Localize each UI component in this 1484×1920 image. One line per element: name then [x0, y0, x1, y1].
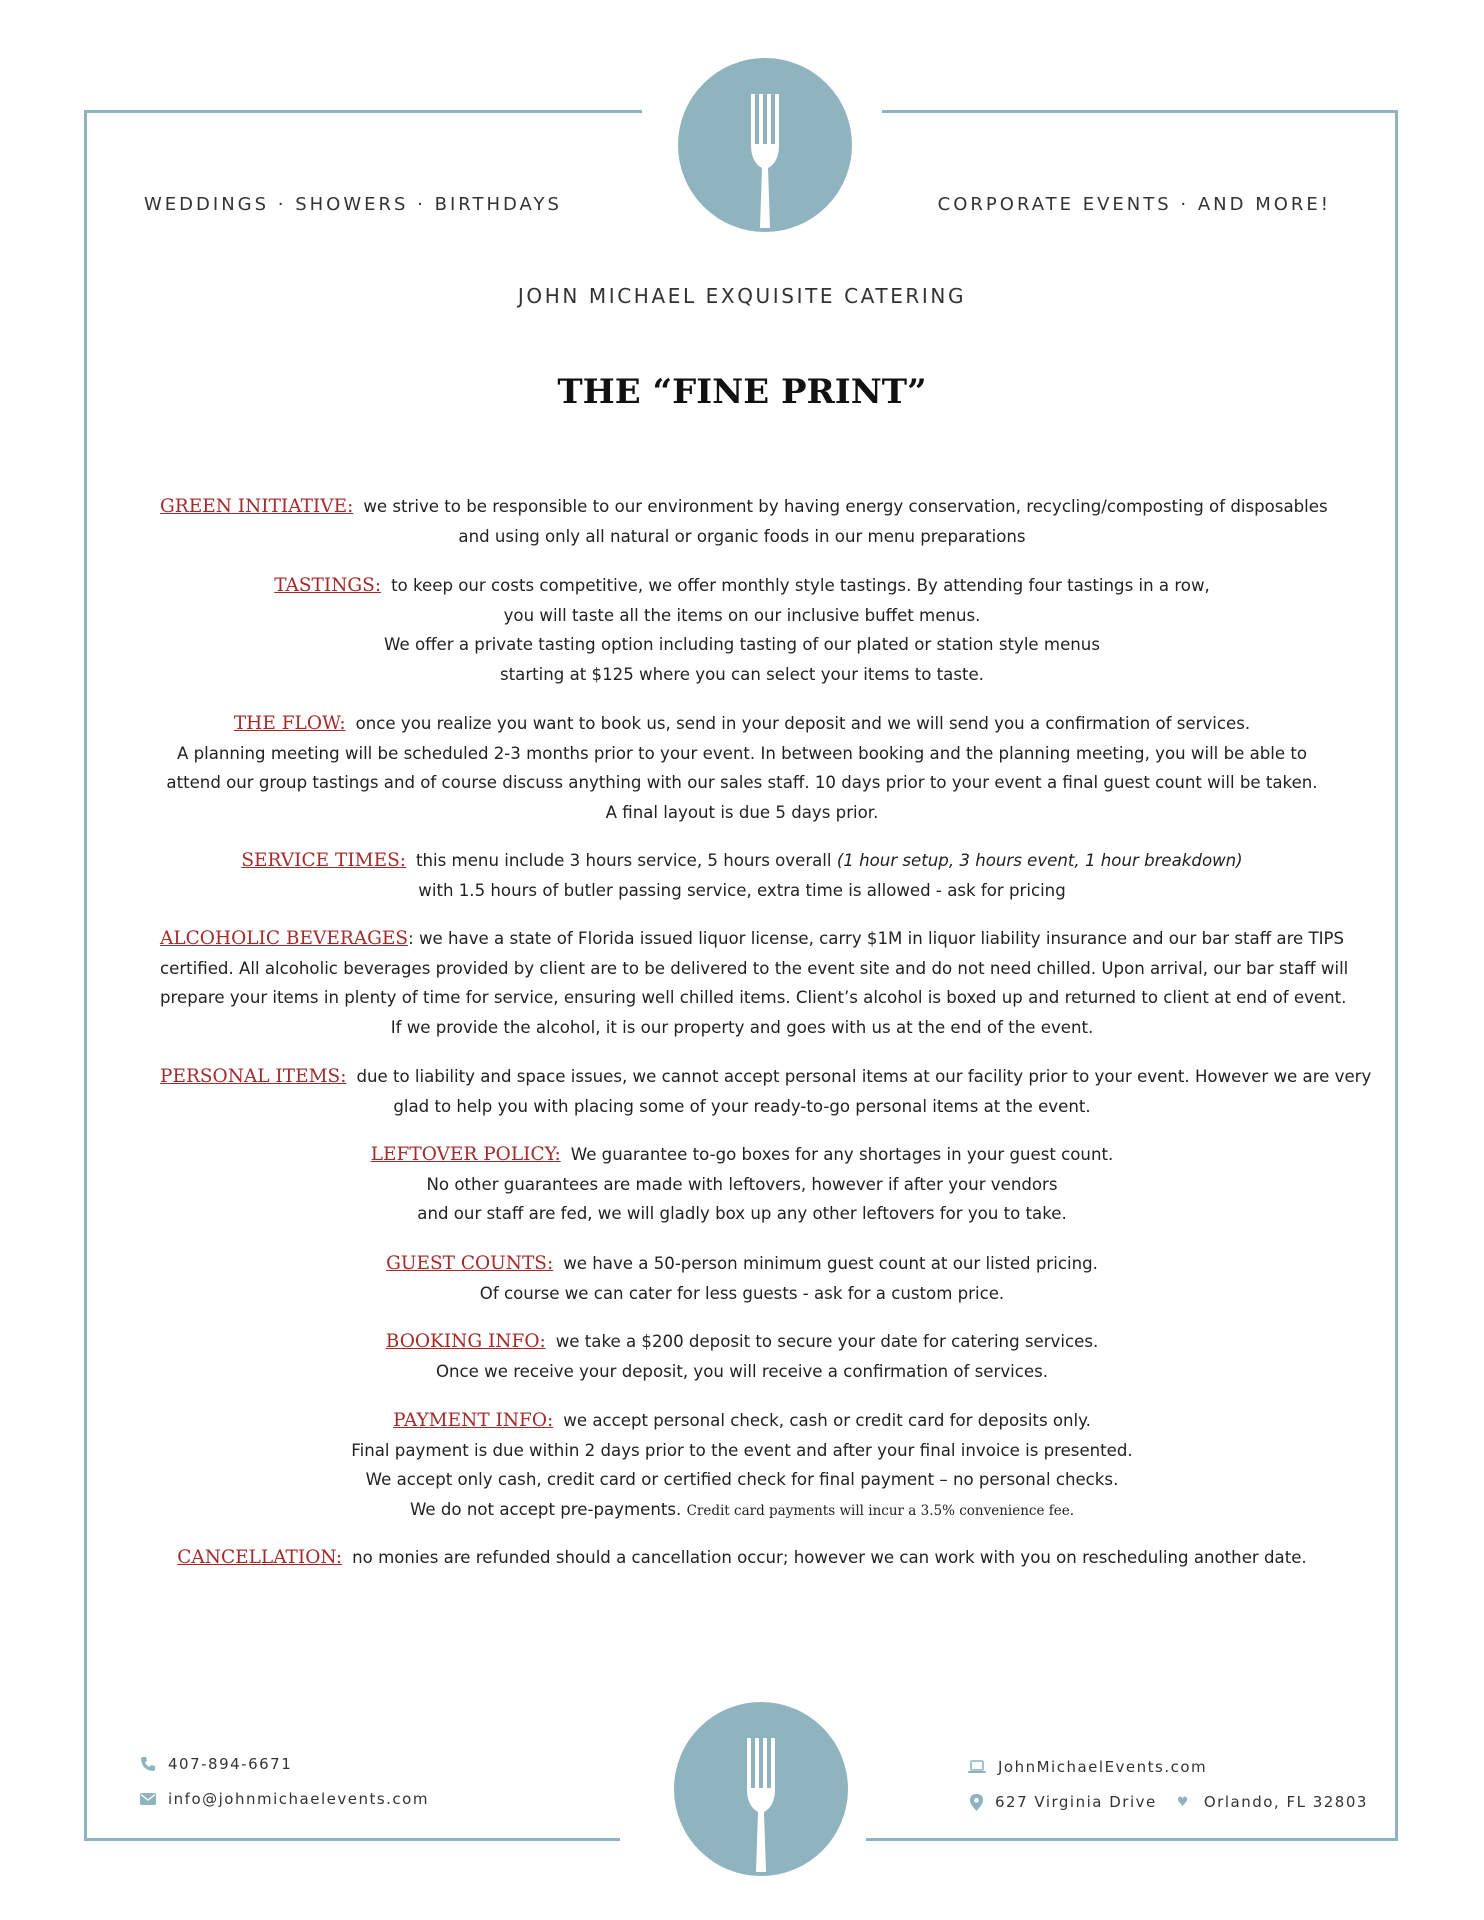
tastings-line-4: starting at $125 where you can select your items to taste.	[500, 664, 984, 684]
phone-icon	[140, 1756, 156, 1772]
page-title: THE “FINE PRINT”	[557, 372, 927, 412]
fork-icon	[678, 58, 852, 232]
leftover-line-3: and our staff are fed, we will gladly box up any other leftovers for you to take.	[417, 1204, 1067, 1223]
alcohol-line-3: prepare your items in plenty of time for service, ensuring well chilled items. Client’s alcohol is boxed up and returned to client at end of event.	[160, 988, 1347, 1007]
alcohol-line-2: certified. All alcoholic beverages provided by client are to be delivered to the event site and do not need chilled. Upon arrival, our bar staff will	[160, 958, 1349, 978]
tagline-right: CORPORATE EVENTS · AND MORE!	[937, 194, 1331, 215]
frame-top-left	[84, 110, 642, 113]
footer-email[interactable]	[140, 1790, 429, 1808]
booking-line-2: Once we receive your deposit, you will receive a confirmation of services.	[435, 1361, 1049, 1381]
tastings-line-3: We offer a private tasting option including tasting of our plated or station style menus	[384, 635, 1100, 654]
label-the-flow: THE FLOW:	[233, 713, 346, 734]
section-cancellation	[160, 1543, 1324, 1573]
label-green-initiative: GREEN INITIATIVE:	[160, 496, 354, 517]
guest-line-2: Of course we can cater for less guests - ask for a custom price.	[479, 1283, 1005, 1303]
service-line-1-italic: (1 hour setup, 3 hours event, 1 hour breakdown)	[836, 851, 1243, 870]
label-tastings: TASTINGS:	[274, 575, 382, 596]
frame-top-right	[882, 110, 1398, 113]
flow-line-1: once you realize you want to book us, send in your deposit and we will send you a confirmation of services.	[355, 714, 1251, 733]
flow-line-4: A final layout is due 5 days prior.	[605, 802, 879, 822]
label-payment-info: PAYMENT INFO:	[393, 1410, 554, 1431]
frame-bottom-left	[84, 1838, 620, 1841]
leftover-line-2: No other guarantees are made with leftovers, however if after your vendors	[426, 1174, 1058, 1194]
location-pin-icon	[970, 1794, 983, 1811]
heart-icon: ♥	[1176, 1794, 1190, 1810]
footer-phone[interactable]	[140, 1755, 292, 1773]
tastings-line-1: to keep our costs competitive, we offer monthly style tastings. By attending four tastings in a row,	[391, 576, 1210, 595]
flow-line-3: attend our group tastings and of course discuss anything with our sales staff. 10 days prior to your event a final guest count will be taken.	[166, 773, 1318, 792]
leftover-line-1: We guarantee to-go boxes for any shortages in your guest count.	[570, 1145, 1114, 1164]
street-address: 627 Virginia Drive	[995, 1793, 1157, 1811]
tastings-line-2: you will taste all the items on our inclusive buffet menus.	[503, 605, 981, 625]
section-green-initiative	[160, 492, 1328, 551]
payment-line-2: Final payment is due within 2 days prior to the event and after your final invoice is presented.	[351, 1440, 1133, 1460]
payment-fee-note: Credit card payments will incur a 3.5% convenience fee.	[686, 1502, 1074, 1519]
section-leftover-policy	[160, 1140, 1324, 1229]
personal-line-2: glad to help you with placing some of your ready-to-go personal items at the event.	[393, 1096, 1091, 1116]
payment-line-1: we accept personal check, cash or credit card for deposits only.	[563, 1411, 1091, 1430]
label-personal-items: PERSONAL ITEMS:	[160, 1066, 347, 1087]
label-leftover-policy: LEFTOVER POLICY:	[370, 1144, 561, 1165]
service-line-2: with 1.5 hours of butler passing service, extra time is allowed - ask for pricing	[418, 880, 1066, 900]
flow-line-2: A planning meeting will be scheduled 2-3 months prior to your event. In between booking and the planning meeting, you will be able to	[176, 743, 1308, 763]
company-name: JOHN MICHAEL EXQUISITE CATERING	[517, 284, 967, 308]
email-icon	[140, 1793, 156, 1805]
laptop-icon	[968, 1760, 986, 1774]
phone-number: 407-894-6671	[168, 1755, 293, 1773]
city-address: Orlando, FL 32803	[1203, 1793, 1368, 1811]
section-the-flow	[160, 709, 1324, 827]
green-line-1: we strive to be responsible to our environment by having energy conservation, recycling/composting of disposables	[363, 497, 1328, 516]
label-alcoholic-beverages: ALCOHOLIC BEVERAGES	[160, 928, 409, 949]
green-line-2: and using only all natural or organic foods in our menu preparations	[458, 526, 1026, 546]
payment-line-4: We do not accept pre-payments.	[409, 1499, 682, 1519]
alcohol-line-1: : we have a state of Florida issued liquor license, carry $1M in liquor liability insurance and our bar staff are TIPS	[408, 929, 1345, 948]
personal-line-1: due to liability and space issues, we cannot accept personal items at our facility prior to your event. However we are very	[356, 1067, 1372, 1086]
fork-icon	[674, 1702, 848, 1876]
email-address: info@johnmichaelevents.com	[168, 1790, 429, 1808]
label-booking-info: BOOKING INFO:	[385, 1331, 546, 1352]
section-booking-info	[160, 1327, 1324, 1386]
footer-address	[970, 1793, 1368, 1811]
section-guest-counts	[160, 1249, 1324, 1308]
service-line-1: this menu include 3 hours service, 5 hours overall	[416, 851, 832, 870]
frame-right	[1395, 110, 1398, 1841]
label-service-times: SERVICE TIMES:	[241, 850, 406, 871]
frame-bottom-right	[866, 1838, 1398, 1841]
section-payment-info	[160, 1406, 1324, 1526]
booking-line-1: we take a $200 deposit to secure your date for catering services.	[555, 1332, 1099, 1351]
top-emblem	[678, 58, 852, 232]
tagline-left: WEDDINGS · SHOWERS · BIRTHDAYS	[144, 194, 562, 215]
frame-left	[84, 110, 87, 1841]
cancellation-line-1: no monies are refunded should a cancellation occur; however we can work with you on rescheduling another date.	[352, 1548, 1307, 1567]
section-personal-items	[160, 1062, 1372, 1121]
section-alcoholic-beverages	[160, 924, 1349, 1042]
alcohol-line-4: If we provide the alcohol, it is our property and goes with us at the end of the event.	[390, 1017, 1094, 1037]
section-tastings	[160, 571, 1324, 689]
section-service-times	[160, 846, 1324, 905]
bottom-emblem	[674, 1702, 848, 1876]
label-cancellation: CANCELLATION:	[177, 1547, 343, 1568]
guest-line-1: we have a 50-person minimum guest count at our listed pricing.	[563, 1254, 1098, 1273]
website-url: JohnMichaelEvents.com	[998, 1758, 1208, 1776]
footer-website[interactable]	[968, 1758, 1207, 1776]
payment-line-3: We accept only cash, credit card or certified check for final payment – no personal checks.	[365, 1470, 1119, 1489]
label-guest-counts: GUEST COUNTS:	[386, 1253, 554, 1274]
